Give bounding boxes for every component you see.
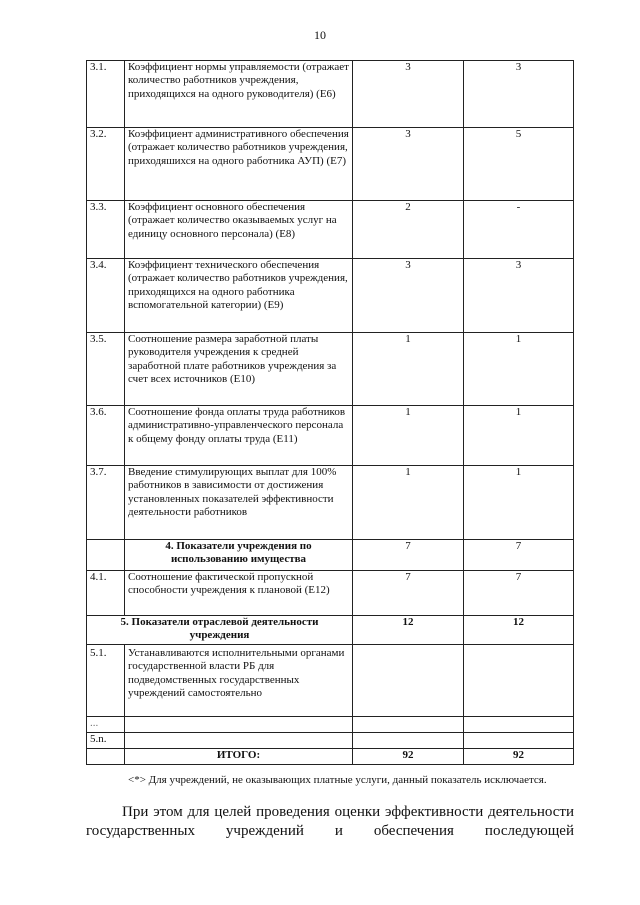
indicator-name: Коэффициент административного обеспечения (отражает количество работников учреждения, приходяшихся на одного работника АУП) (Е7) (125, 128, 353, 201)
indicator-name: Устанавливаются исполнительными органами государственной власти РБ для подведомственных государственных учреждений самостоятельно (125, 645, 353, 717)
value-column-2: 1 (464, 406, 574, 466)
row-number: 3.7. (87, 466, 125, 540)
indicator-name: Коэффициент нормы управляемости (отражает количество работников учреждения, приходящихся на одного руководителя) (Е6) (125, 61, 353, 128)
value-column-1: 3 (353, 61, 464, 128)
table-row (87, 128, 574, 201)
section-4-title: 4. Показатели учреждения по использованию имущества (125, 540, 353, 571)
indicator-name: Введение стимулирующих выплат для 100% работников в зависимости от достижения установленных показателей эффективности деятельности работников (125, 466, 353, 540)
value-column-1: 1 (353, 406, 464, 466)
indicator-name: Соотношение фонда оплаты труда работников административно-управленческого персонала к общему фонду оплаты труда (Е11) (125, 406, 353, 466)
value-column-1: 1 (353, 466, 464, 540)
table-row (87, 406, 574, 466)
row-number: 3.6. (87, 406, 125, 466)
row-number: 3.3. (87, 201, 125, 259)
value-column-1: 7 (353, 571, 464, 616)
section-5-value-1: 12 (353, 616, 464, 645)
indicator-name: Коэффициент основного обеспечения (отражает количество оказываемых услуг на единицу основного персонала) (Е8) (125, 201, 353, 259)
indicators-table (86, 60, 574, 765)
section-5-value-2: 12 (464, 616, 574, 645)
value-column-1 (353, 645, 464, 717)
indicator-name: Коэффициент технического обеспечения (отражает количество работников учреждения, приходящихся на одного работника вспомогательной категории) (Е9) (125, 259, 353, 333)
row-number: 3.4. (87, 259, 125, 333)
value-column-2: 3 (464, 61, 574, 128)
value-column-2 (464, 645, 574, 717)
section-header-row (87, 616, 574, 645)
row-number: 5.1. (87, 645, 125, 717)
indicator-name (125, 733, 353, 749)
value-column-1 (353, 717, 464, 733)
value-column-1: 1 (353, 333, 464, 406)
indicator-name: Соотношение размера заработной платы руководителя учреждения к средней заработной плате работников учреждения за счет всех источников (Е10) (125, 333, 353, 406)
page-number: 10 (314, 28, 326, 42)
value-column-1: 2 (353, 201, 464, 259)
value-column-1 (353, 733, 464, 749)
table-row (87, 466, 574, 540)
table-row (87, 333, 574, 406)
total-row (87, 749, 574, 765)
value-column-2 (464, 733, 574, 749)
section-number-cell (87, 540, 125, 571)
value-column-2: 7 (464, 571, 574, 616)
value-column-2 (464, 717, 574, 733)
value-column-2: 1 (464, 333, 574, 406)
row-ellipsis: ... (87, 717, 125, 733)
table-row (87, 259, 574, 333)
section-4-value-1: 7 (353, 540, 464, 571)
row-number: 4.1. (87, 571, 125, 616)
indicator-name (125, 717, 353, 733)
row-number: 3.2. (87, 128, 125, 201)
body-paragraph: При этом для целей проведения оценки эффективности деятельности государственных учреждений и обеспечения последующей (86, 804, 574, 839)
table-row (87, 645, 574, 717)
table-row (87, 571, 574, 616)
section-header-row (87, 540, 574, 571)
value-column-1: 3 (353, 259, 464, 333)
value-column-2: 1 (464, 466, 574, 540)
value-column-2: 3 (464, 259, 574, 333)
value-column-2: - (464, 201, 574, 259)
value-column-1: 3 (353, 128, 464, 201)
total-number-cell (87, 749, 125, 765)
table-row (87, 733, 574, 749)
section-5-title: 5. Показатели отраслевой деятельности учреждения (87, 616, 353, 645)
table-row (87, 717, 574, 733)
table-row (87, 61, 574, 128)
value-column-2: 5 (464, 128, 574, 201)
table-row (87, 201, 574, 259)
section-4-value-2: 7 (464, 540, 574, 571)
total-value-1: 92 (353, 749, 464, 765)
total-value-2: 92 (464, 749, 574, 765)
total-label: ИТОГО: (125, 749, 353, 765)
indicator-name: Соотношение фактической пропускной способности учреждения к плановой (Е12) (125, 571, 353, 616)
footnote: <*> Для учреждений, не оказывающих платные услуги, данный показатель исключается. (128, 774, 547, 786)
row-number: 3.5. (87, 333, 125, 406)
row-number: 5.n. (87, 733, 125, 749)
row-number: 3.1. (87, 61, 125, 128)
